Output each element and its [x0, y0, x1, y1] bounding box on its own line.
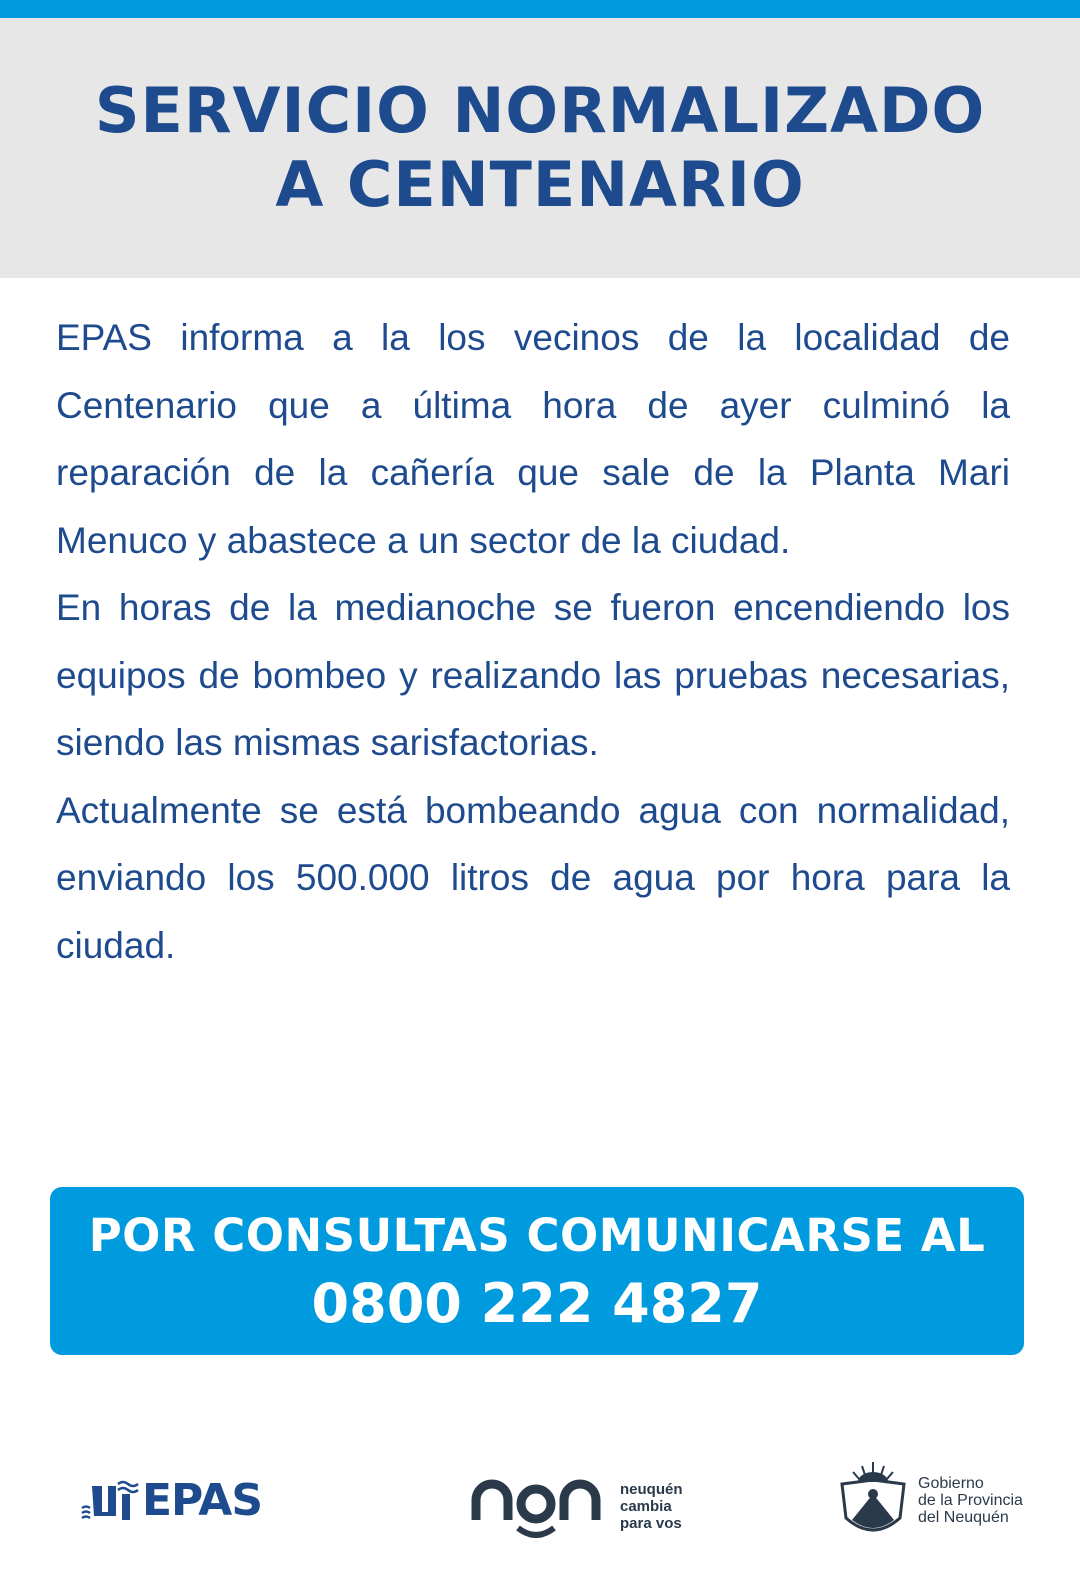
paragraph-2: En horas de la medianoche se fueron encendiendo los equipos de bombeo y realizando las pruebas necesarias, siendo las mismas sarisfactorias.	[56, 587, 1010, 763]
page-title-line-1: SERVICIO NORMALIZADO	[94, 74, 986, 147]
neuquen-cambia-logo	[470, 1474, 683, 1538]
page-title-line-2: A CENTENARIO	[275, 148, 805, 221]
neuquen-tagline: neuquén cambia para vos	[620, 1480, 683, 1532]
provincial-coat-of-arms-icon	[838, 1458, 908, 1542]
epas-waves-icon	[78, 1478, 140, 1524]
gobierno-neuquen-logo	[838, 1458, 1023, 1542]
non-mark-icon	[470, 1474, 602, 1538]
epas-logo-text: EPAS	[142, 1475, 263, 1526]
contact-label: POR CONSULTAS COMUNICARSE AL	[88, 1209, 986, 1262]
paragraph-3: Actualmente se está bombeando agua con normalidad, enviando los 500.000 litros de agua por hora para la ciudad.	[56, 789, 1010, 966]
top-accent-bar	[0, 0, 1080, 18]
header-banner	[0, 18, 1080, 278]
epas-logo	[78, 1475, 262, 1526]
announcement-body	[56, 304, 1010, 979]
contact-banner	[50, 1187, 1024, 1355]
footer-logos	[0, 1450, 1080, 1570]
paragraph-1: EPAS informa a la los vecinos de la localidad de Centenario que a última hora de ayer culminó la reparación de la cañería que sale de la Planta Mari Menuco y abastece a un sector de la ciudad.	[56, 317, 1010, 561]
gobierno-text: Gobierno de la Provincia del Neuquén	[918, 1474, 1023, 1526]
contact-phone[interactable]: 0800 222 4827	[311, 1272, 763, 1335]
